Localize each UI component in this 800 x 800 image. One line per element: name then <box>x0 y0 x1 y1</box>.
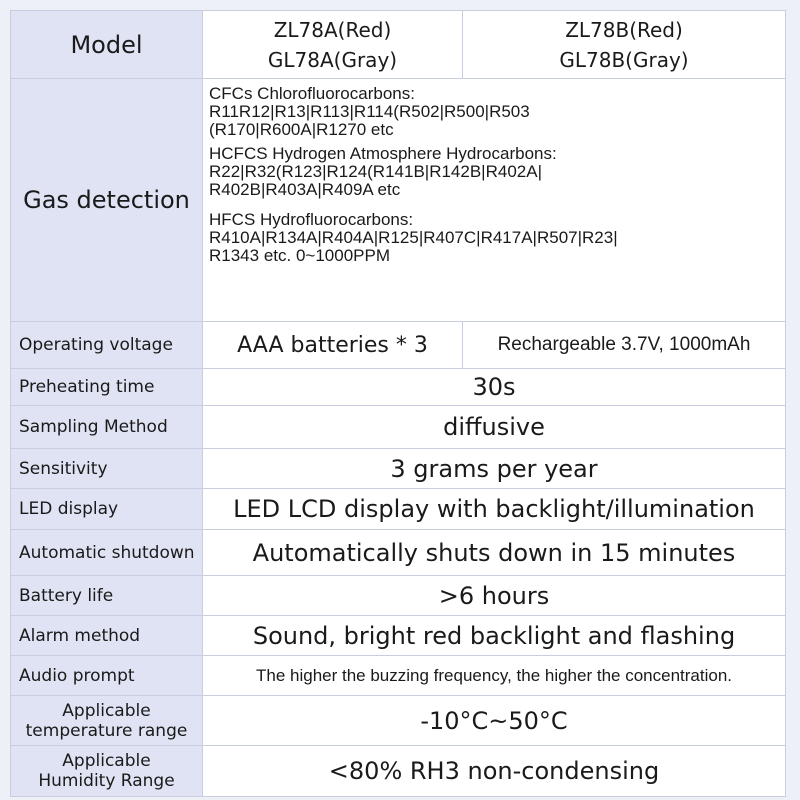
hcfc-line-1: R22|R32(R123|R124(R141B|R142B|R402A| <box>209 162 542 181</box>
spec-table <box>10 10 786 797</box>
gas-detection-list <box>209 79 779 321</box>
cfc-line-1: R11R12|R13|R113|R114(R502|R500|R503 <box>209 102 530 121</box>
temperature-range-value: -10°C~50°C <box>420 706 568 735</box>
model-b-cell <box>463 11 785 78</box>
humidity-label-line-1: Applicable <box>62 751 151 771</box>
model-a-red: ZL78A(Red) <box>273 17 392 42</box>
automatic-shutdown-label: Automatic shutdown <box>11 530 203 575</box>
operating-voltage-label: Operating voltage <box>11 322 203 368</box>
preheating-time-label: Preheating time <box>11 369 203 405</box>
preheating-time-value: 30s <box>472 373 516 401</box>
battery-life-label: Battery life <box>11 576 203 615</box>
sampling-method-label: Sampling Method <box>11 406 203 448</box>
hcfc-title: HCFCS Hydrogen Atmosphere Hydrocarbons: <box>209 144 557 163</box>
hcfc-line-2: R402B|R403A|R409A etc <box>209 180 401 199</box>
hfc-title: HFCS Hydrofluorocarbons: <box>209 210 414 229</box>
model-label: Model <box>11 11 203 78</box>
humidity-range-value: <80% RH3 non-condensing <box>328 757 660 785</box>
voltage-aaa: AAA batteries * 3 <box>203 322 463 368</box>
row-gas-detection <box>11 79 785 322</box>
alarm-method-value: Sound, bright red backlight and flashing <box>252 621 736 650</box>
model-a-gray: GL78A(Gray) <box>267 47 398 72</box>
temperature-label-line-2: temperature range <box>25 720 188 741</box>
automatic-shutdown-value: Automatically shuts down in 15 minutes <box>252 538 736 567</box>
hfc-line-1: R410A|R134A|R404A|R125|R407C|R417A|R507|R23| <box>209 228 618 247</box>
model-a-cell <box>203 11 463 78</box>
led-display-label: LED display <box>11 489 203 529</box>
row-battery-life <box>11 576 785 616</box>
audio-prompt-label: Audio prompt <box>11 656 203 695</box>
temperature-label-line-1: Applicable <box>62 700 151 721</box>
row-sensitivity <box>11 449 785 489</box>
model-b-gray: GL78B(Gray) <box>559 47 689 72</box>
voltage-rechargeable: Rechargeable 3.7V, 1000mAh <box>497 334 751 355</box>
humidity-range-label <box>11 746 203 796</box>
alarm-method-label: Alarm method <box>11 616 203 655</box>
row-humidity-range <box>11 746 785 796</box>
row-temperature-range <box>11 696 785 746</box>
row-sampling-method <box>11 406 785 449</box>
humidity-label-line-2: Humidity Range <box>38 771 175 791</box>
sensitivity-value: 3 grams per year <box>390 454 598 483</box>
row-automatic-shutdown <box>11 530 785 576</box>
temperature-range-label <box>11 696 203 745</box>
sensitivity-label: Sensitivity <box>11 449 203 488</box>
row-preheating-time <box>11 369 785 406</box>
led-display-value: LED LCD display with backlight/illumination <box>233 495 755 523</box>
sampling-method-value: diffusive <box>443 413 545 441</box>
model-b-red: ZL78B(Red) <box>565 17 683 42</box>
row-audio-prompt <box>11 656 785 696</box>
row-led-display <box>11 489 785 530</box>
gas-detection-label: Gas detection <box>11 79 203 321</box>
cfc-title: CFCs Chlorofluorocarbons: <box>209 84 415 103</box>
row-model <box>11 11 785 79</box>
cfc-line-2: (R170|R600A|R1270 etc <box>209 120 394 139</box>
row-alarm-method <box>11 616 785 656</box>
battery-life-value: >6 hours <box>438 581 550 610</box>
row-operating-voltage <box>11 322 785 369</box>
hfc-line-2: R1343 etc. 0~1000PPM <box>209 246 390 265</box>
audio-prompt-value: The higher the buzzing frequency, the higher the concentration. <box>256 665 732 685</box>
